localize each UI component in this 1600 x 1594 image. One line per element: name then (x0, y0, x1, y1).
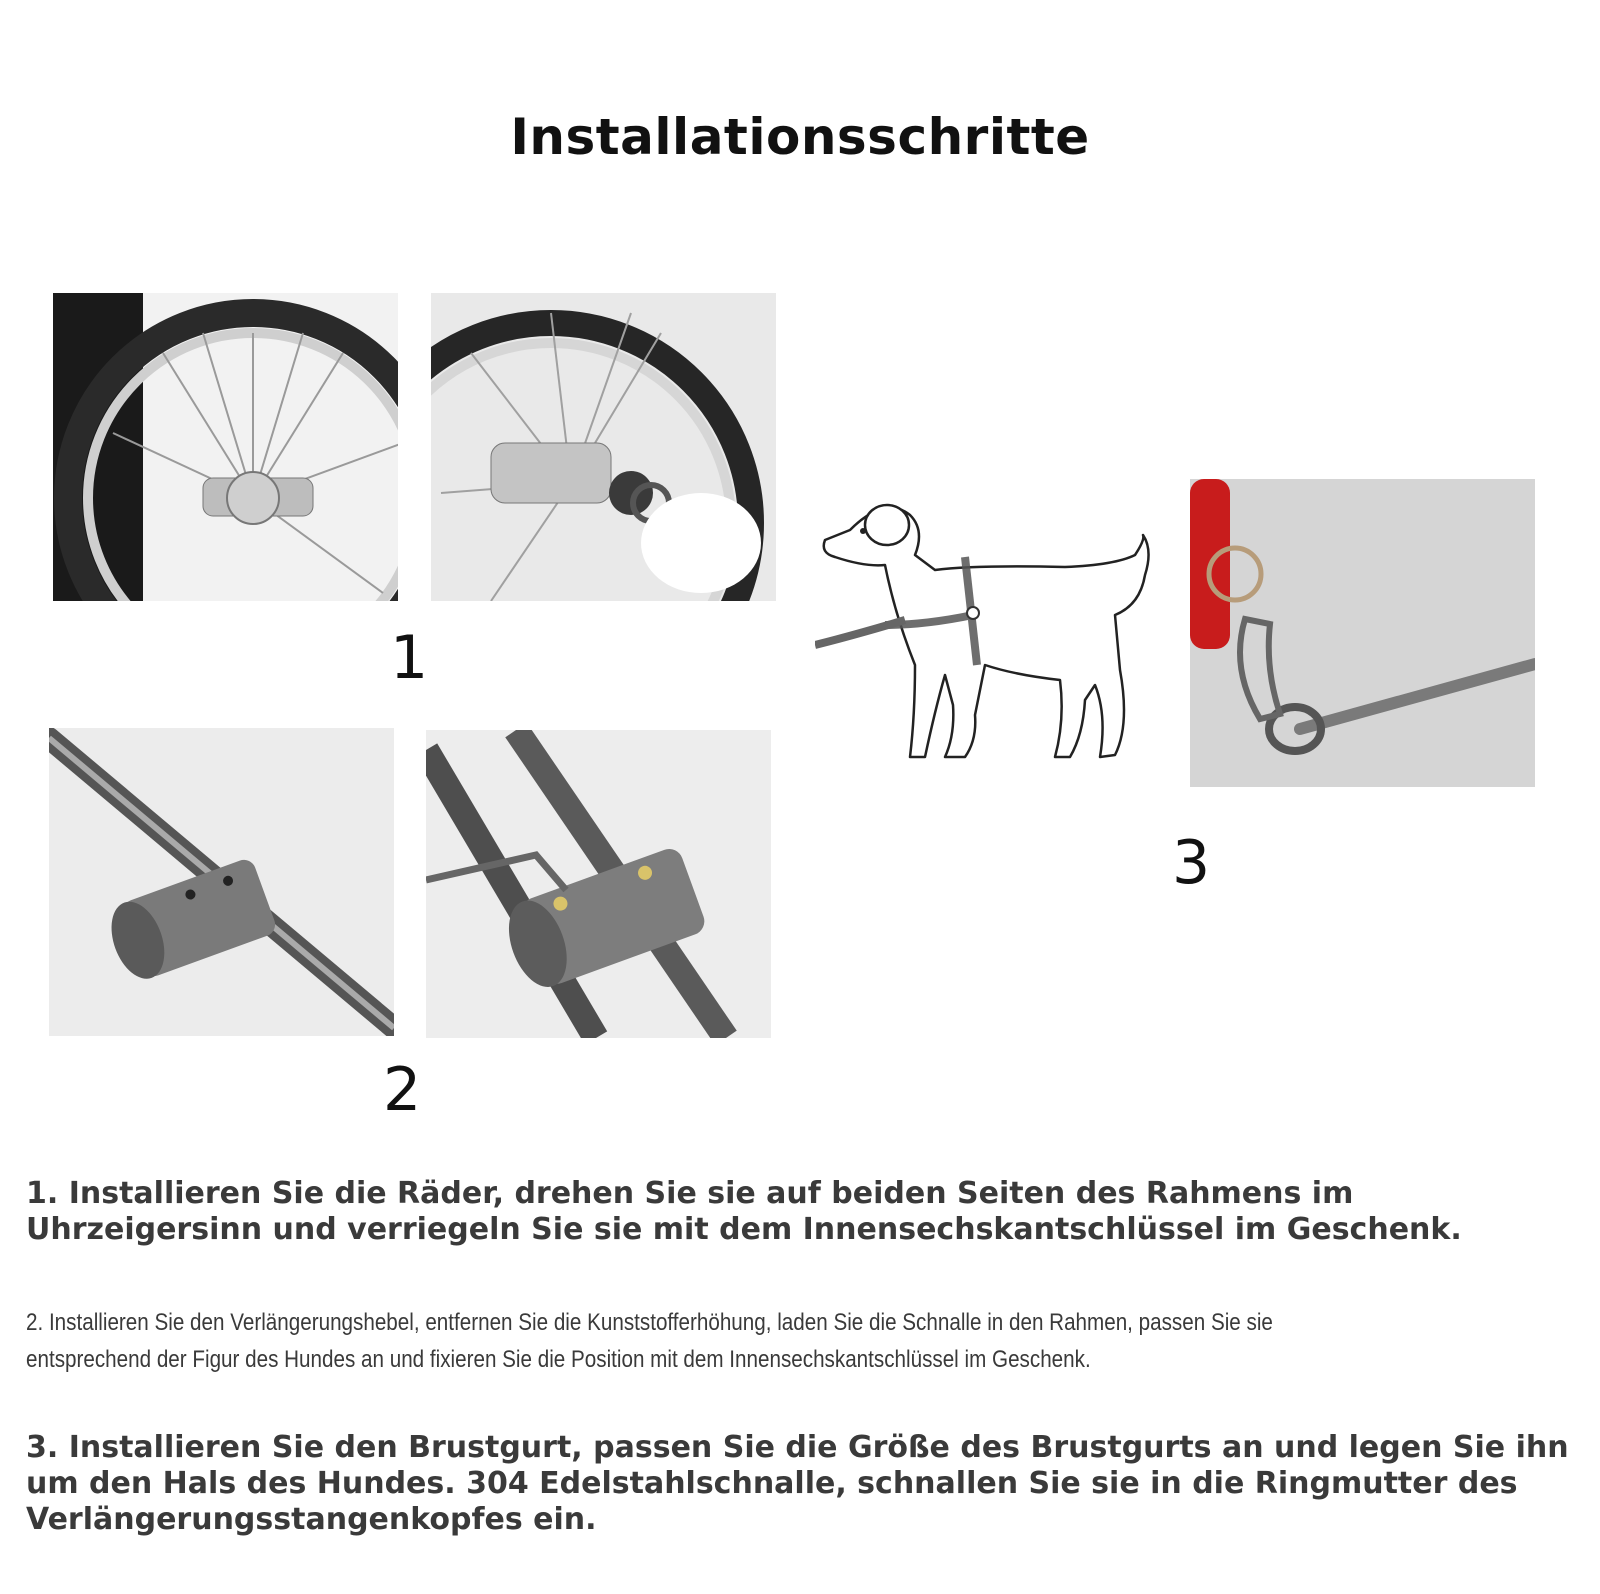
instruction-step-2: 2. Installieren Sie den Verlängerungshebel, entfernen Sie die Kunststofferhöhung, laden Sie die Schnalle in den Rahmen, passen Sie sie entsprechend der Figur des Hundes an und fixieren Sie die Position mit dem Innensechskantschlüssel im Geschenk. (26, 1309, 1273, 1373)
instruction-step-3: 3. Installieren Sie den Brustgurt, passen Sie die Größe des Brustgurts an und legen Sie ihn um den Hals des Hundes. 304 Edelstahlschnalle, schnallen Sie sie in die Ringmutter des Verlängerungsstangenkopfes ein. (26, 1430, 1569, 1537)
wheel-pin-photo (431, 293, 776, 601)
step-number-3: 3 (1172, 828, 1211, 898)
allen-key-clamp-photo (426, 730, 771, 1038)
carabiner-rod-photo (1190, 479, 1535, 787)
dog-harness-illustration (815, 495, 1160, 775)
rod-clamp-photo (49, 728, 394, 1036)
step-number-1: 1 (390, 623, 429, 693)
wheel-hub-photo (53, 293, 398, 601)
page-title: Installationsschritte (510, 108, 1090, 166)
instruction-step-1: 1. Installieren Sie die Räder, drehen Sie sie auf beiden Seiten des Rahmens im Uhrzeigersinn und verriegeln Sie sie mit dem Innensechskantschlüssel im Geschenk. (26, 1176, 1462, 1247)
step-number-2: 2 (383, 1055, 422, 1125)
